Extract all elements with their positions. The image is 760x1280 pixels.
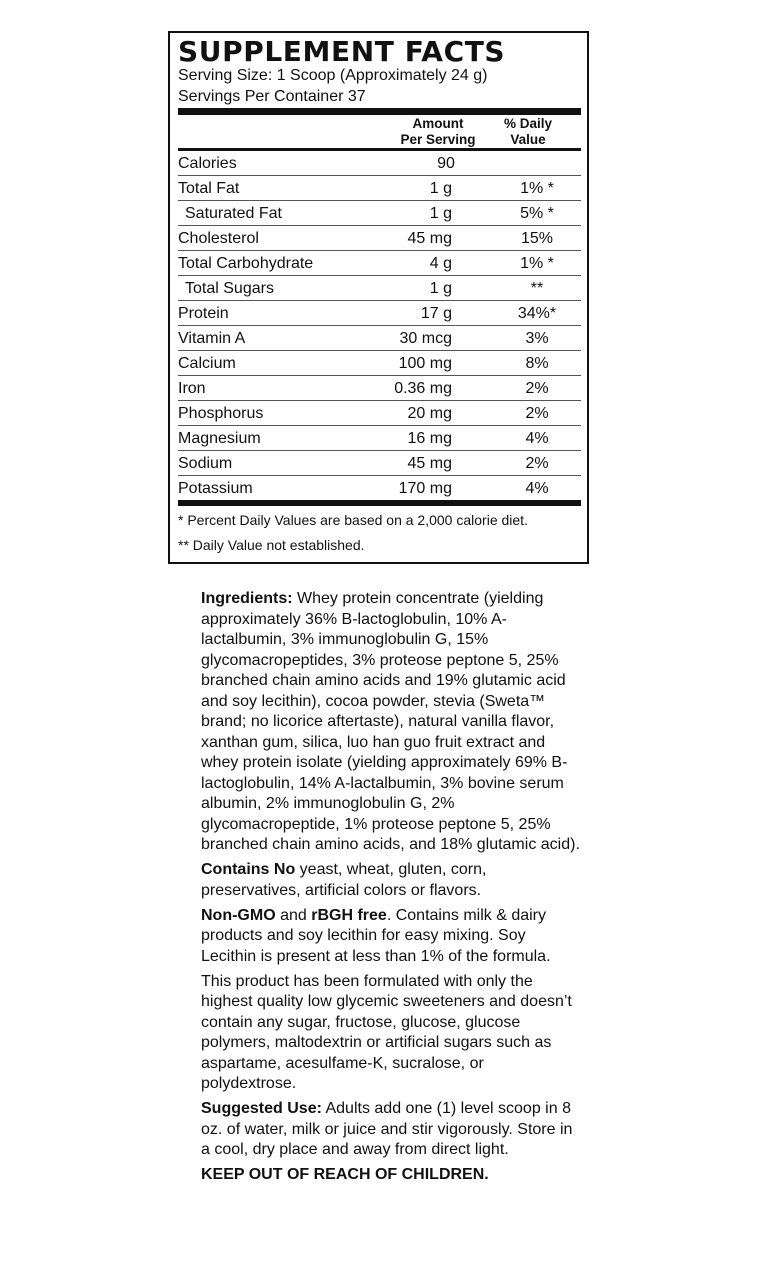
- nutrient-daily-value: 15%: [520, 230, 554, 247]
- nutrient-row-calories: [178, 151, 581, 176]
- nutrient-name: Total Sugars: [185, 280, 274, 297]
- supplement-facts-panel: [168, 31, 589, 564]
- nutrient-row-protein: [178, 301, 581, 326]
- nutrient-amount: 90: [437, 155, 455, 172]
- nutrient-name: Iron: [178, 380, 206, 397]
- column-header-amount-line2: Per Serving: [400, 132, 476, 147]
- divider-thick-bottom: [178, 500, 581, 506]
- column-header-dv-line1: % Daily: [503, 116, 553, 131]
- nutrient-amount: 16 mg: [407, 430, 452, 447]
- nutrient-row-iron: [178, 376, 581, 401]
- serving-size: Serving Size: 1 Scoop (Approximately 24 g): [178, 67, 488, 84]
- label-text-block: [201, 589, 581, 1190]
- nutrient-amount: 1 g: [429, 280, 452, 297]
- nutrient-row-phosphorus: [178, 401, 581, 426]
- nutrient-amount: 4 g: [429, 255, 452, 272]
- nutrient-daily-value: 4%: [525, 430, 549, 447]
- nutrient-daily-value: 34%*: [517, 305, 557, 322]
- nutrient-name: Cholesterol: [178, 230, 259, 247]
- nutrient-amount: 170 mg: [398, 480, 452, 497]
- nutrient-daily-value: 8%: [525, 355, 549, 372]
- ingredients-paragraph: [201, 589, 581, 856]
- nutrient-row-vitamin-a: [178, 326, 581, 351]
- non-gmo-label: Non-GMO: [201, 906, 276, 924]
- nutrient-row-total-sugars: [178, 276, 581, 301]
- nutrient-row-sodium: [178, 451, 581, 476]
- nutrient-row-magnesium: [178, 426, 581, 451]
- nutrient-name: Phosphorus: [178, 405, 264, 422]
- nutrient-daily-value: 1% *: [520, 255, 554, 272]
- column-header-amount-line1: Amount: [412, 116, 464, 131]
- divider-thick-top: [178, 108, 581, 115]
- nutrient-table: [178, 151, 581, 501]
- nutrient-name: Potassium: [178, 480, 253, 497]
- nutrient-row-cholesterol: [178, 226, 581, 251]
- suggested-use-label: Suggested Use:: [201, 1100, 322, 1117]
- footnote-daily-values: * Percent Daily Values are based on a 2,000 calorie diet.: [178, 512, 528, 528]
- warning-text: KEEP OUT OF REACH OF CHILDREN.: [201, 1166, 489, 1183]
- nutrient-row-total-carbohydrate: [178, 251, 581, 276]
- non-gmo-text: . Contains milk & dairy products and soy lecithin for easy mixing. Soy Lecithin is present at less than 1% of the formula.: [201, 906, 551, 965]
- suggested-use-paragraph: [201, 1099, 581, 1161]
- nutrient-amount: 0.36 mg: [394, 380, 452, 397]
- nutrient-amount: 1 g: [429, 205, 452, 222]
- ingredients-text: Whey protein concentrate (yielding approximately 36% B-lactoglobulin, 10% A-lactalbumin, 3% immunoglobulin G, 15% glycomacropeptides, 3% proteose peptone 5, 25% branched chain amino acids and 19% glutamic acid and soy lecithin), cocoa powder, stevia (Sweta™ brand; no licorice aftertaste), natural vanilla flavor, xanthan gum, silica, luo han guo fruit extract and whey protein isolate (yielding approximately 69% B-lactoglobulin, 14% A-lactalbumin, 3% bovine serum albumin, 2% immunoglobulin G, 2% glycomacropeptide, 1% proteose peptone 5, 25% branched chain amino acids, and 18% glutamic acid).: [201, 590, 580, 853]
- column-header-dv-line2: Value: [510, 132, 546, 147]
- nutrient-name: Sodium: [178, 455, 233, 472]
- nutrient-amount: 30 mcg: [399, 330, 452, 347]
- nutrient-daily-value: **: [530, 280, 544, 297]
- column-header-daily-value: [492, 116, 564, 148]
- nutrient-name: Protein: [178, 305, 229, 322]
- nutrient-daily-value: 2%: [525, 380, 549, 397]
- column-header-amount: [388, 116, 488, 148]
- contains-no-paragraph: [201, 860, 581, 901]
- non-gmo-connector: and: [275, 906, 312, 924]
- nutrient-name: Saturated Fat: [185, 205, 282, 222]
- nutrient-name: Vitamin A: [178, 330, 246, 347]
- nutrient-amount: 20 mg: [407, 405, 452, 422]
- nutrient-daily-value: 5% *: [520, 205, 554, 222]
- footnote-not-established: ** Daily Value not established.: [178, 537, 365, 553]
- nutrient-name: Calcium: [178, 355, 236, 372]
- nutrient-row-potassium: [178, 476, 581, 501]
- nutrient-amount: 100 mg: [398, 355, 452, 372]
- suggested-use-text: Adults add one (1) level scoop in 8 oz. of water, milk or juice and stir vigorously. Store in a cool, dry place and away from direct light.: [201, 1100, 573, 1158]
- nutrient-daily-value: 3%: [525, 330, 549, 347]
- nutrient-name: Calories: [178, 155, 237, 172]
- non-gmo-paragraph: [201, 906, 581, 968]
- nutrient-amount: 45 mg: [407, 230, 452, 247]
- nutrient-daily-value: 1% *: [520, 180, 554, 197]
- nutrient-row-calcium: [178, 351, 581, 376]
- nutrient-row-total-fat: [178, 176, 581, 201]
- formulation-paragraph: This product has been formulated with only the highest quality low glycemic sweeteners and doesn’t contain any sugar, fructose, glucose, glucose polymers, maltodextrin or artificial sugars such as aspartame, acesulfame-K, sucralose, or polydextrose.: [201, 972, 572, 1092]
- nutrient-daily-value: 4%: [525, 480, 549, 497]
- contains-no-label: Contains No: [201, 861, 296, 878]
- ingredients-label: Ingredients:: [201, 590, 293, 607]
- nutrient-row-saturated-fat: [178, 201, 581, 226]
- nutrient-amount: 45 mg: [407, 455, 452, 472]
- nutrient-daily-value: 2%: [525, 405, 549, 422]
- nutrient-name: Total Fat: [178, 180, 240, 197]
- nutrient-daily-value: 2%: [525, 455, 549, 472]
- nutrient-amount: 1 g: [429, 180, 452, 197]
- contains-no-text: yeast, wheat, gluten, corn, preservatives, artificial colors or flavors.: [201, 861, 487, 899]
- nutrient-name: Magnesium: [178, 430, 261, 447]
- rbgh-free-label: rBGH free: [311, 906, 387, 924]
- facts-title: SUPPLEMENT FACTS: [178, 35, 506, 68]
- nutrient-name: Total Carbohydrate: [178, 255, 314, 272]
- nutrient-amount: 17 g: [420, 305, 452, 322]
- servings-per-container: Servings Per Container 37: [178, 88, 366, 105]
